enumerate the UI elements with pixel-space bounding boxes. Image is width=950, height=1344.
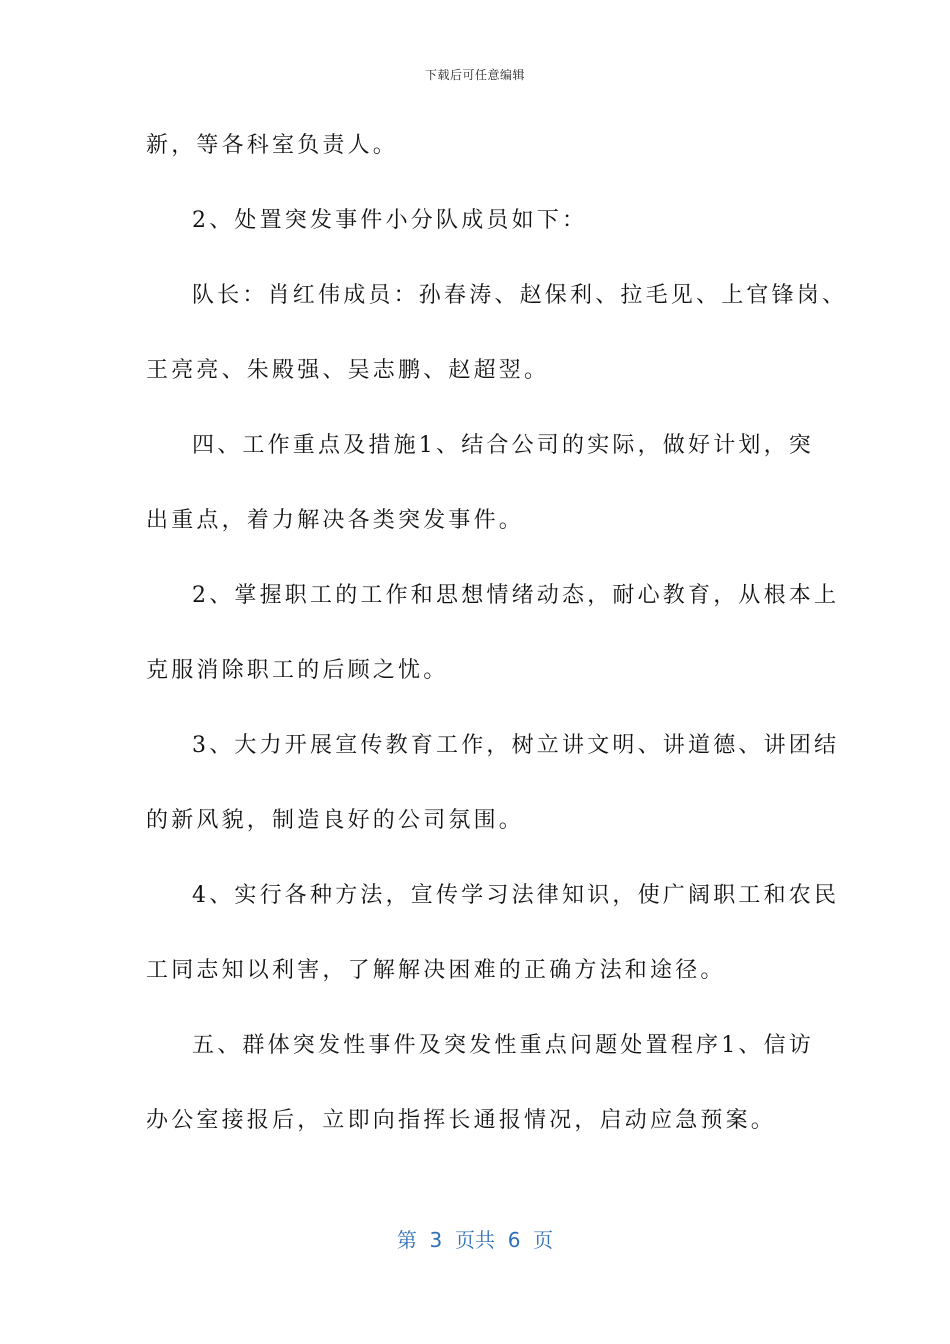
page-number-footer: 第 3 页共 6 页 bbox=[396, 1228, 554, 1252]
document-body bbox=[146, 128, 848, 1178]
body-line: 队长：肖红伟成员：孙春涛、赵保利、拉毛见、上官锋岗、 bbox=[192, 283, 848, 308]
body-line: 四、工作重点及措施1、结合公司的实际，做好计划，突 bbox=[192, 433, 814, 458]
body-line: 出重点，着力解决各类突发事件。 bbox=[146, 508, 525, 533]
body-line: 4、实行各种方法，宣传学习法律知识，使广阔职工和农民 bbox=[192, 883, 840, 908]
body-line: 王亮亮、朱殿强、吴志鹏、赵超翌。 bbox=[146, 358, 550, 383]
body-line: 克服消除职工的后顾之忧。 bbox=[146, 658, 449, 683]
body-line: 3、大力开展宣传教育工作，树立讲文明、讲道德、讲团结 bbox=[192, 733, 840, 758]
body-line: 五、群体突发性事件及突发性重点问题处置程序1、信访 bbox=[192, 1033, 814, 1058]
body-line: 办公室接报后，立即向指挥长通报情况，启动应急预案。 bbox=[146, 1108, 777, 1133]
body-line: 2、处置突发事件小分队成员如下： bbox=[192, 208, 588, 233]
body-line: 新，等各科室负责人。 bbox=[146, 133, 399, 158]
header-note: 下载后可任意编辑 bbox=[424, 68, 525, 82]
body-line: 工同志知以利害，了解解决困难的正确方法和途径。 bbox=[146, 958, 726, 983]
body-line: 2、掌握职工的工作和思想情绪动态，耐心教育，从根本上 bbox=[192, 583, 840, 608]
body-line: 的新风貌，制造良好的公司氛围。 bbox=[146, 808, 525, 833]
